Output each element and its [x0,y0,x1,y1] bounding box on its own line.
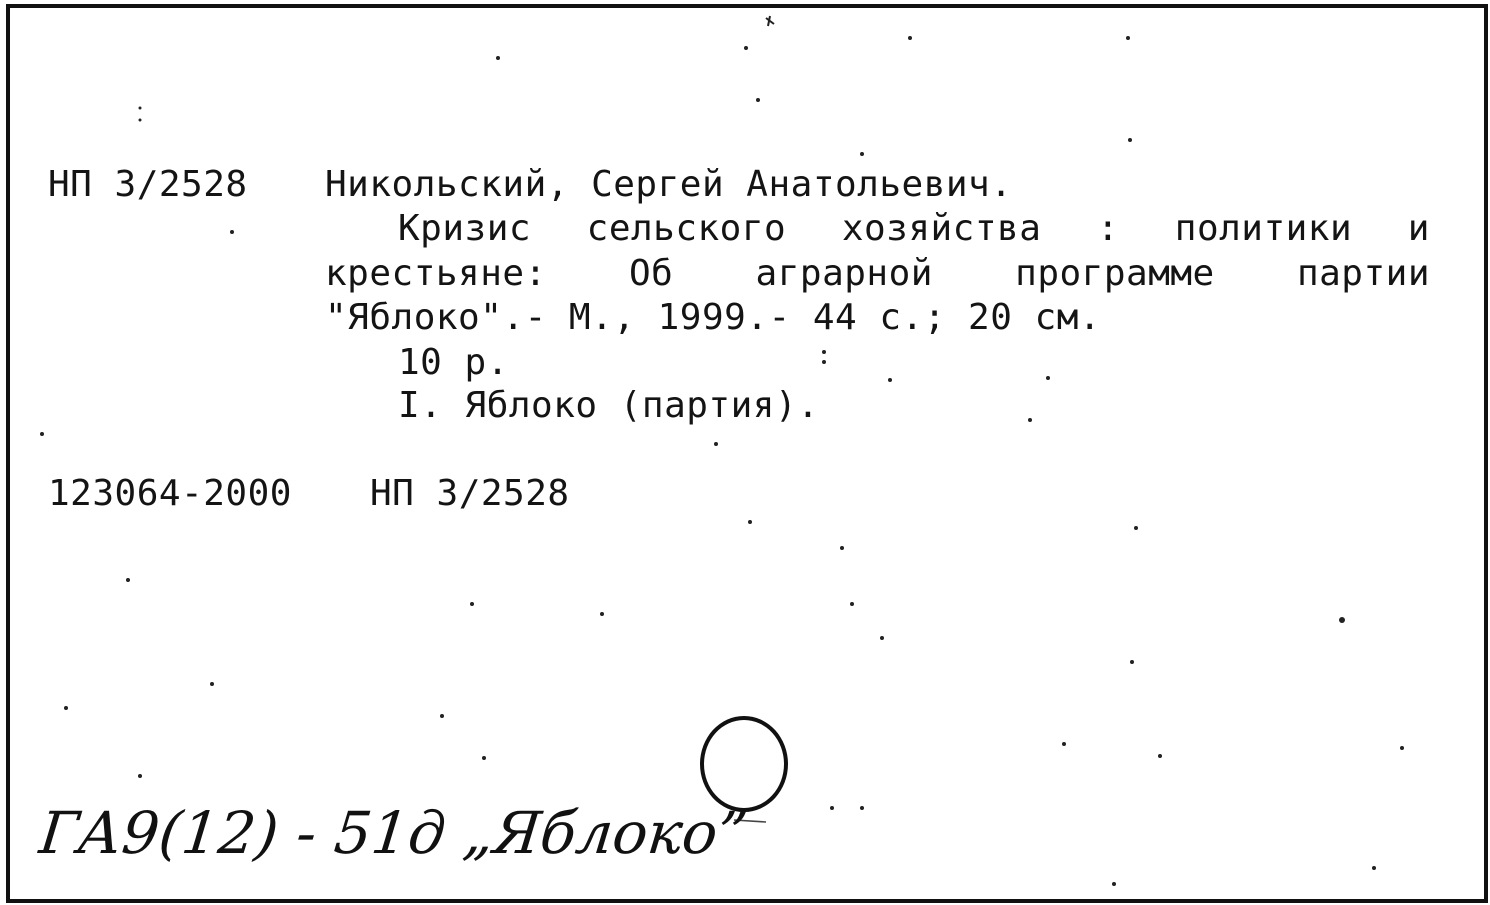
title-word: Об [628,253,674,294]
title-word: : [1096,208,1120,249]
subject-tracing: I. Яблоко (партия). [398,385,820,426]
title-word: и [1407,208,1430,249]
title-word: сельского [586,208,787,249]
title-word: Кризис [398,208,532,249]
title-word: программе [1015,253,1215,294]
title-word: партии [1296,253,1430,294]
title-word: политики [1174,208,1353,249]
title-word: крестьяне: [325,253,547,294]
catalog-card [6,4,1488,903]
handwritten-classification: ГА9(12) - 51д „Яблоко” [36,799,751,867]
shelf-mark-top: НП 3/2528 [48,164,248,205]
title-line-3: "Яблоко".- М., 1999.- 44 с.; 20 см. [325,297,1102,338]
title-word: аграрной [755,253,933,294]
title-word: хозяйства [841,208,1042,249]
price: 10 р. [398,342,509,383]
control-number: 123064-2000 [48,473,292,514]
author-heading: Никольский, Сергей Анатольевич. [325,164,1013,205]
title-line-2 [325,252,1430,296]
title-line-1 [398,207,1430,251]
shelf-mark-bottom: НП 3/2528 [370,473,570,514]
